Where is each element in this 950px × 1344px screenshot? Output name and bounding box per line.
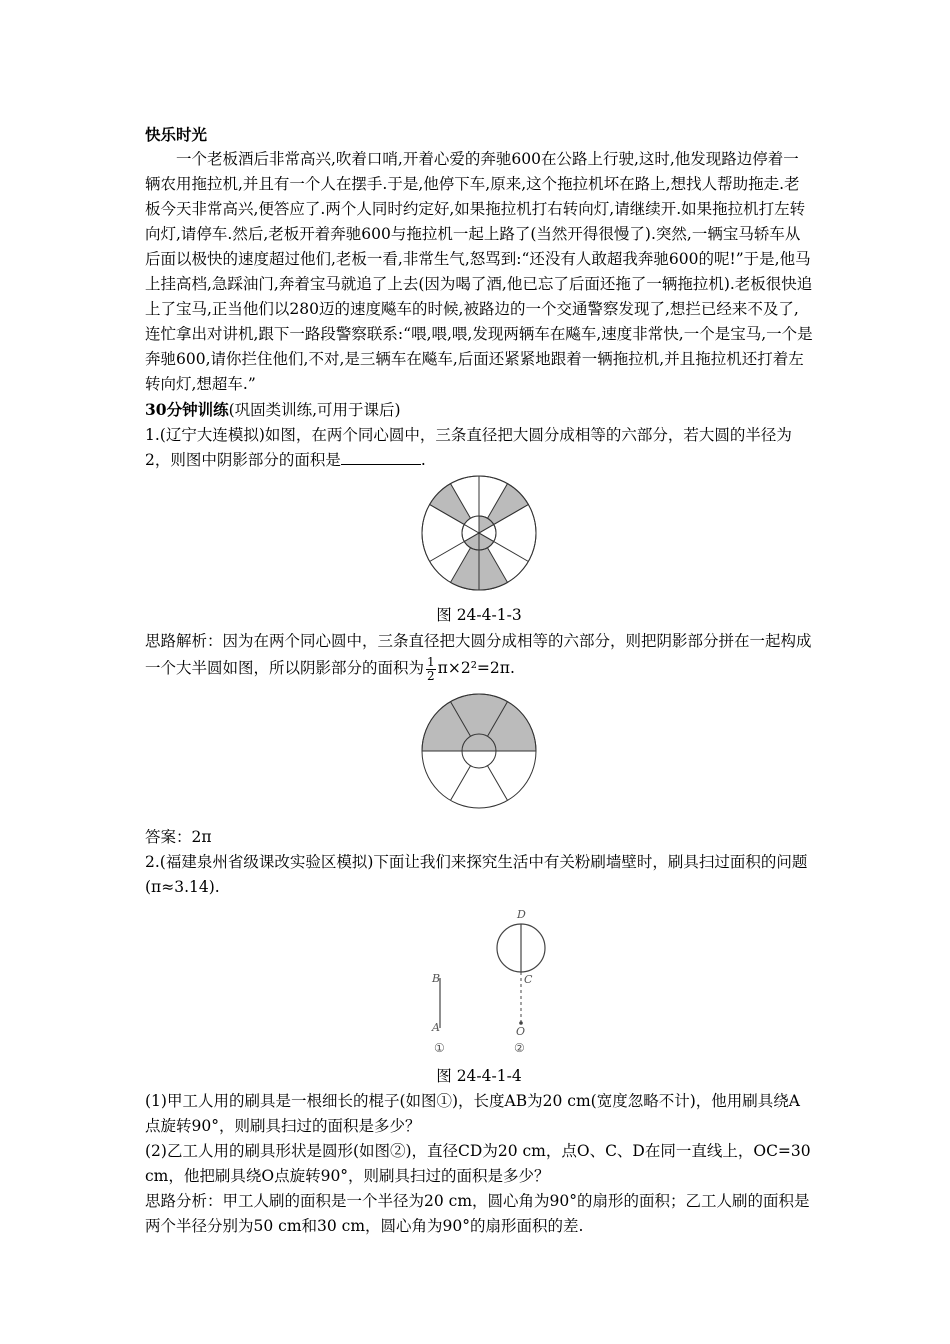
question-2-part-2: (2)乙工人用的刷具形状是圆形(如图②)，直径CD为20 cm，点O、C、D在同一直线上，OC=30 cm，他把刷具绕O点旋转90°，则刷具扫过的面积是多少？ xyxy=(145,1141,811,1185)
question-1-text: 1.(辽宁大连模拟)如图，在两个同心圆中，三条直径把大圆分成相等的六部分，若大圆的半径为2，则图中阴影部分的面积是 xyxy=(145,426,792,469)
story-paragraph: 一个老板酒后非常高兴,吹着口哨,开着心爱的奔驰600在公路上行驶,这时,他发现路边停着一辆农用拖拉机,并且有一个人在摆手.于是,他停下车,原来,这个拖拉机坏在路上,想找人帮助拖走.老板今天非常高兴,便答应了.两个人同时约定好,如果拖拉机打右转向灯,请继续开.如果拖拉机打左转向灯,请停车.然后,老板开着奔驰600与拖拉机一起上路了(当然开得很慢了).突然,一辆宝马轿车从后面以极快的速度超过他们,老板一看,非常生气,怒骂到:“还没有人敢超我奔驰600的呢!”于是,他马上挂高档,急踩油门,奔着宝马就追了上去(因为喝了酒,他已忘了后面还拖了一辆拖拉机).老板很快追上了宝马,正当他们以280迈的速度飚车的时候,被路边的一个交通警察发现了,想拦已经来不及了,连忙拿出对讲机,跟下一路段警察联系:“喂,喂,喂,发现两辆车在飚车,速度非常快,一个是宝马,一个是奔驰600,请你拦住他们,不对,是三辆车在飚车,后面还紧紧地跟着一辆拖拉机,并且拖拉机还打着左转向灯,想超车.” xyxy=(145,150,813,393)
section-title-happy-time: 快乐时光 xyxy=(145,125,208,144)
figure-caption-24-4-1-3: 图 24-4-1-3 xyxy=(436,606,522,624)
label-c: C xyxy=(524,972,533,986)
document-page xyxy=(145,122,813,1239)
figure-24-4-1-4 xyxy=(145,904,813,1062)
fraction-denominator: 2 xyxy=(427,668,435,683)
analysis-text-a: 思路解析：因为在两个同心圆中，三条直径把大圆分成相等的六部分，则把阴影部分拼在一起构成一个大半圆如图，所以阴影部分的面积为 xyxy=(145,632,812,677)
answer-line: 答案：2π xyxy=(145,827,212,846)
label-d: D xyxy=(517,907,526,921)
training-title-note: (巩固类训练,可用于课后) xyxy=(228,401,401,419)
question-2: 2.(福建泉州省级课改实验区模拟)下面让我们来探究生活中有关粉刷墙壁时，刷具扫过面积的问题(π≈3.14). xyxy=(145,852,808,896)
label-a: A xyxy=(432,1020,440,1034)
question-1-end: . xyxy=(420,451,426,469)
brush-diagram xyxy=(404,904,554,1054)
training-title-bold: 30分钟训练 xyxy=(145,400,229,419)
question-1-analysis xyxy=(145,628,813,683)
section-title-training xyxy=(145,397,813,423)
question-1 xyxy=(145,423,813,473)
figure-caption-24-4-1-4: 图 24-4-1-4 xyxy=(436,1066,522,1085)
label-o: O xyxy=(516,1024,526,1038)
label-figure-2: ② xyxy=(514,1040,525,1054)
question-2-analysis: 思路分析：甲工人刷的面积是一个半径为20 cm，圆心角为90°的扇形的面积；乙工人刷的面积是两个半径分别为50 cm和30 cm，圆心角为90°的扇形面积的差. xyxy=(145,1191,810,1235)
half-circle-diagram xyxy=(419,691,539,811)
figure-24-4-1-3 xyxy=(145,473,813,601)
answer-blank xyxy=(341,448,421,465)
label-figure-1: ① xyxy=(434,1040,445,1054)
fraction-numerator: 1 xyxy=(427,654,435,669)
concentric-circles-diagram xyxy=(419,473,539,593)
label-b: B xyxy=(432,971,441,985)
analysis-text-b: π×2²=2π. xyxy=(437,659,515,677)
question-2-part-1: (1)甲工人用的刷具是一根细长的棍子(如图①)，长度AB为20 cm(宽度忽略不计)，他用刷具绕A点旋转90°，则刷具扫过的面积是多少？ xyxy=(145,1091,800,1135)
fraction-one-half xyxy=(426,656,436,683)
figure-half-circle xyxy=(145,691,813,819)
